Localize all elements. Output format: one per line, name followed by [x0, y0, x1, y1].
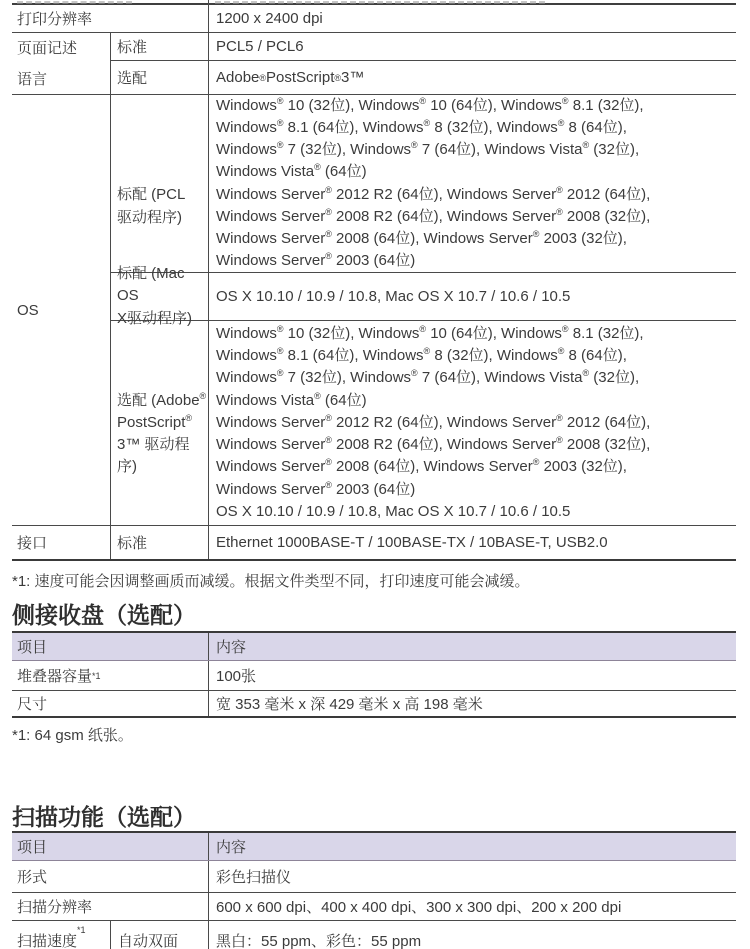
scan-function-title: 扫描功能（选配） [12, 804, 196, 830]
table-row [12, 661, 736, 691]
row-sublabel [111, 265, 208, 327]
os-postscript-driver-row [111, 321, 736, 525]
row-value: Adobe ® PostScript ® 3™ [208, 61, 736, 94]
row-sublabel [111, 321, 208, 525]
row-label: 形式 [17, 869, 48, 886]
os-group [12, 95, 736, 526]
header-item: 项目 [17, 839, 48, 856]
pdl-standard-row [111, 33, 736, 61]
print-resolution-row [12, 5, 736, 33]
clipped-text-fragment [17, 1, 132, 4]
clipped-text-fragment [215, 1, 545, 4]
clipped-row-remnant [12, 0, 736, 5]
row-label: 堆叠器容量 *1 [17, 668, 101, 685]
row-sublabel [111, 95, 208, 272]
group-label: OS [17, 301, 39, 319]
row-sublabel-text: 选配 (Adobe® PostScript® 3™ 驱动程序) [117, 390, 207, 476]
table-row [12, 691, 736, 718]
row-label: 扫描分辨率 [17, 899, 93, 916]
row-value [208, 321, 736, 525]
interface-row [12, 526, 736, 561]
column-divider [208, 0, 209, 5]
row-value [208, 95, 736, 272]
scan-function-table [12, 831, 736, 949]
row-sublabel: 选配 [117, 70, 148, 87]
group-rows [110, 95, 736, 525]
row-value: 600 x 600 dpi、400 x 400 dpi、300 x 300 dpi、200 x 200 dpi [208, 893, 736, 920]
row-label: 接口 [17, 535, 48, 552]
table-header-row [12, 633, 736, 661]
table-header-row [12, 833, 736, 861]
side-tray-table [12, 631, 736, 718]
os-list: Windows® 10 (32位), Windows® 10 (64位), Windows® 8.1 (32位), Windows® 8.1 (64位), Windows® 8 (32位), Windows® 8 (64位), Windows® 7 (32位), Windows® 7 (64位), Windows Vista® (32位), Windows Vista® (64位) Windows Server® 2012 R2 (64位), Windows Server® 2012 (64位), Windows Server® 2008 R2 (64位), Windows Server® 2008 (32位), Windows Server® 2008 (64位), Windows Server® 2003 (32位), Windows Server® 2003 (64位) [216, 95, 651, 270]
printer-spec-table [12, 0, 736, 561]
group-rows [110, 33, 736, 94]
os-list: Windows® 10 (32位), Windows® 10 (64位), Windows® 8.1 (32位), Windows® 8.1 (64位), Windows® 8 (32位), Windows® 8 (64位), Windows® 7 (32位), Windows® 7 (64位), Windows Vista® (32位), Windows Vista® (64位) Windows Server® 2012 R2 (64位), Windows Server® 2012 (64位), Windows Server® 2008 R2 (64位), Windows Server® 2008 (32位), Windows Server® 2008 (64位), Windows Server® 2003 (32位), Windows Server® 2003 (64位) OS X 10.10 / 10.9 / 10.8, Mac OS X 10.7 / 10.6 / 10.5 [216, 324, 651, 520]
side-tray-footnote: *1: 64 gsm 纸张。 [12, 727, 133, 744]
row-value: 黑白：55 ppm、彩色：55 ppm [208, 921, 736, 949]
row-sublabel: 标准 [110, 526, 208, 559]
table-row [12, 893, 736, 921]
os-mac-driver-row [111, 265, 736, 327]
group-label: 页面记述 语言 [17, 39, 78, 88]
row-value: 宽 353 毫米 x 深 429 毫米 x 高 198 毫米 [208, 691, 736, 716]
row-value: 1200 x 2400 dpi [208, 5, 736, 32]
side-tray-title: 侧接收盘（选配） [12, 602, 196, 628]
row-label: 扫描速度 *1 [17, 925, 86, 949]
row-label: 尺寸 [17, 696, 48, 713]
row-value: 100张 [208, 661, 736, 690]
row-sublabel-text: 标配 (PCL 驱动程序) [117, 186, 186, 226]
row-sublabel: 标准 [117, 39, 148, 56]
table-row [12, 861, 736, 893]
row-value: 彩色扫描仪 [208, 861, 736, 892]
pdl-optional-row [111, 61, 736, 94]
header-content: 内容 [208, 633, 736, 660]
row-sublabel-text: 标配 (Mac OS X驱动程序) [117, 265, 193, 327]
header-item: 项目 [17, 639, 48, 656]
row-value: OS X 10.10 / 10.9 / 10.8, Mac OS X 10.7 / 10.6 / 10.5 [208, 273, 736, 320]
page-description-language-group [12, 33, 736, 95]
row-value: Ethernet 1000BASE-T / 100BASE-TX / 10BASE-T, USB2.0 [208, 526, 736, 559]
scan-speed-row [12, 921, 736, 949]
header-content: 内容 [208, 833, 736, 860]
row-value: PCL5 / PCL6 [208, 33, 736, 60]
spec-table-footnote: *1: 速度可能会因调整画质而减缓。根据文件类型不同，打印速度可能会减缓。 [12, 573, 530, 590]
row-sublabel: 自动双面 [110, 921, 208, 949]
os-pcl-driver-row [111, 95, 736, 273]
row-label: 打印分辨率 [17, 11, 93, 28]
